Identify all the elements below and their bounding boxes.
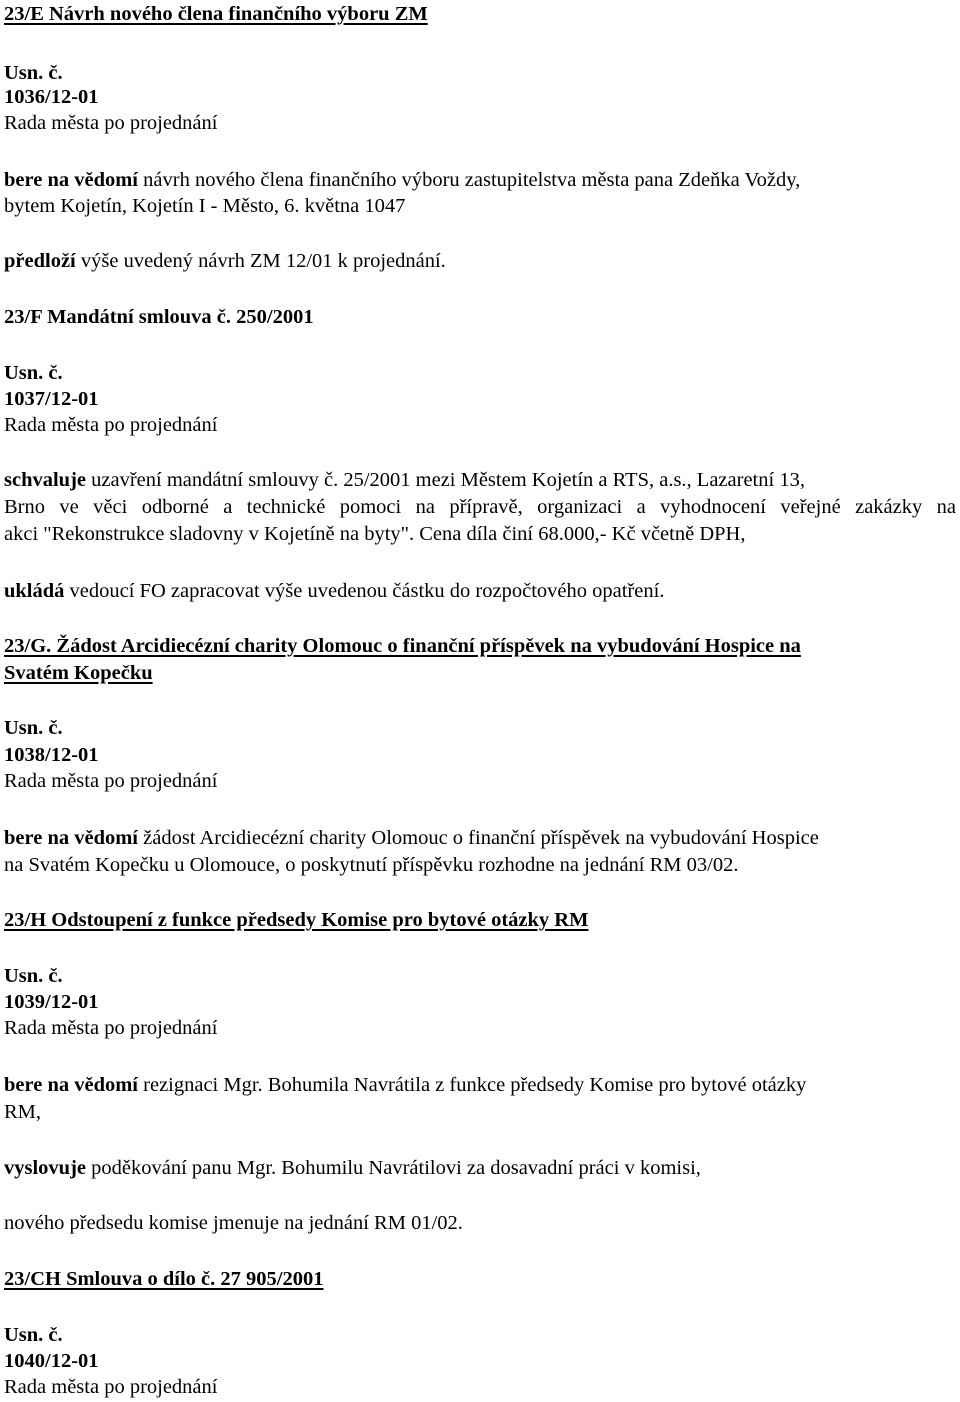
resolution-verb: vyslovuje [4,1157,86,1179]
resolution-text: výše uvedený návrh ZM 12/01 k projednání. [75,250,446,272]
resolution-label: Usn. č. [4,965,63,987]
resolution-paragraph [4,1158,701,1179]
resolution-paragraph [4,170,800,191]
resolution-verb: předloží [4,250,76,272]
resolution-text: poděkování panu Mgr. Bohumilu Navrátilovi za dosavadní práci v komisi, [86,1157,701,1179]
resolution-verb: bere na vědomí [4,1074,139,1096]
resolution-number: 1036/12-01 [4,86,99,108]
section-heading-23h: 23/H Odstoupení z funkce předsedy Komise pro bytové otázky RM [4,909,589,931]
resolution-text: návrh nového člena finančního výboru zastupitelstva města pana Zdeňka Voždy, [138,169,801,191]
resolution-number: 1037/12-01 [4,388,99,410]
resolution-paragraph [4,581,664,602]
section-heading-23ch: 23/CH Smlouva o dílo č. 27 905/2001 [4,1268,324,1290]
resolution-text: uzavření mandátní smlouvy č. 25/2001 mezi Městem Kojetín a RTS, a.s., Lazaretní 13, [86,469,805,491]
resolution-text: žádost Arcidiecézní charity Olomouc o finanční příspěvek na vybudování Hospice [138,827,819,849]
resolution-text-line: Brno ve věci odborné a technické pomoci na přípravě, organizaci a vyhodnocení veřejné zakázky na [4,496,956,518]
resolution-verb: bere na vědomí [4,169,139,191]
section-heading-23f: 23/F Mandátní smlouva č. 250/2001 [4,306,314,328]
resolution-text: rezignaci Mgr. Bohumila Navrátila z funkce předsedy Komise pro bytové otázky [138,1074,807,1096]
resolution-number: 1040/12-01 [4,1350,99,1372]
resolution-text-line: bytem Kojetín, Kojetín I - Město, 6. května 1047 [4,195,406,217]
resolution-label: Usn. č. [4,1324,63,1346]
resolution-text-line: na Svatém Kopečku u Olomouce, o poskytnutí příspěvku rozhodne na jednání RM 03/02. [4,854,739,876]
council-statement: Rada města po projednání [4,1017,218,1039]
resolution-paragraph [4,1075,806,1096]
resolution-label: Usn. č. [4,62,63,84]
resolution-label: Usn. č. [4,362,63,384]
section-heading-23g-cont: Svatém Kopečku [4,662,153,684]
council-statement: Rada města po projednání [4,112,218,134]
resolution-label: Usn. č. [4,717,63,739]
council-statement: Rada města po projednání [4,770,218,792]
resolution-paragraph [4,251,446,272]
resolution-paragraph [4,828,819,849]
resolution-number: 1038/12-01 [4,744,99,766]
resolution-text-line: RM, [4,1101,42,1123]
resolution-verb: schvaluje [4,469,86,491]
resolution-verb: bere na vědomí [4,827,139,849]
resolution-text-line: akci "Rekonstrukce sladovny v Kojetíně na byty". Cena díla činí 68.000,- Kč včetně DPH, [4,523,746,545]
resolution-number: 1039/12-01 [4,991,99,1013]
resolution-paragraph [4,470,805,491]
council-statement: Rada města po projednání [4,1376,218,1398]
section-heading-23g: 23/G. Žádost Arcidiecézní charity Olomouc o finanční příspěvek na vybudování Hospice na [4,635,801,657]
resolution-text-line: nového předsedu komise jmenuje na jednání RM 01/02. [4,1212,463,1234]
resolution-verb: ukládá [4,580,65,602]
section-heading-23e: 23/E Návrh nového člena finančního výboru ZM [4,3,428,25]
resolution-text: vedoucí FO zapracovat výše uvedenou částku do rozpočtového opatření. [64,580,665,602]
council-statement: Rada města po projednání [4,414,218,436]
